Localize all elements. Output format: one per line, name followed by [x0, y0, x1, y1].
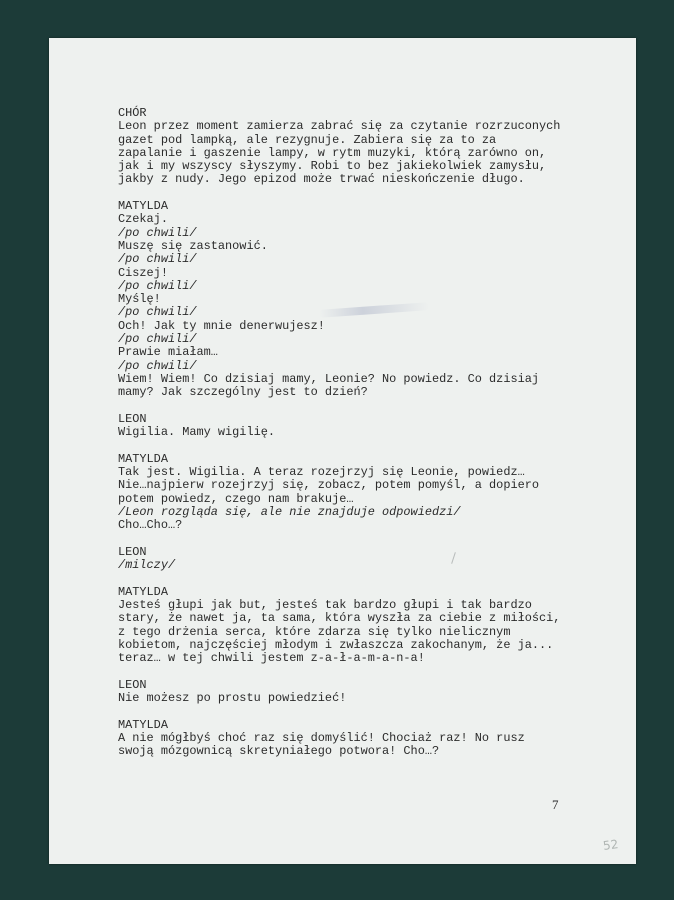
- speaker-name: MATYLDA: [118, 584, 168, 599]
- blank-line: [118, 439, 588, 452]
- dialogue-line: stary, że nawet ja, ta sama, która wyszła za ciebie z miłości,: [118, 611, 561, 626]
- blank-line: [118, 187, 588, 200]
- dialogue-line: Myślę!: [118, 292, 161, 307]
- handwritten-page-note: 52: [602, 837, 620, 853]
- blank-line: [118, 705, 588, 718]
- blank-line: [118, 533, 588, 546]
- dialogue-line: Wiem! Wiem! Co dzisiaj mamy, Leonie? No powiedz. Co dzisiaj: [118, 371, 539, 386]
- dialogue-line: Leon przez moment zamierza zabrać się za czytanie rozrzuconych: [118, 119, 561, 134]
- page-number: 7: [552, 797, 559, 812]
- dialogue-line: swoją mózgownicą skretyniałego potwora! Cho…?: [118, 744, 440, 759]
- speaker-name: CHÓR: [118, 106, 147, 120]
- dialogue-line: Nie…najpierw rozejrzyj się, zobacz, potem pomyśl, a dopiero: [118, 478, 539, 493]
- dialogue-line: Prawie miałam…: [118, 345, 218, 360]
- speaker-name: MATYLDA: [118, 199, 168, 214]
- stage-direction: /milczy/: [118, 558, 176, 573]
- dialogue-line: mamy? Jak szczególny jest to dzień?: [118, 385, 368, 400]
- speaker-name: LEON: [118, 677, 147, 692]
- dialogue-line: Czekaj.: [118, 212, 168, 227]
- dialogue-line: Jesteś głupi jak but, jesteś tak bardzo głupi i tak bardzo: [118, 597, 532, 612]
- dialogue-line: Cho…Cho…?: [118, 518, 183, 533]
- blank-line: [118, 665, 588, 678]
- dialogue-line: A nie mógłbyś choć raz się domyślić! Chociaż raz! No rusz: [118, 730, 525, 745]
- stage-direction: /po chwili/: [118, 305, 197, 320]
- blank-line: [118, 400, 588, 413]
- dialogue-line: Och! Jak ty mnie denerwujesz!: [118, 318, 325, 333]
- dialogue-line: jak i my wszyscy słyszymy. Robi to bez jakiekolwiek zamysłu,: [118, 159, 547, 174]
- dialogue-line: potem powiedz, czego nam brakuje…: [118, 491, 354, 506]
- stage-direction: /po chwili/: [118, 332, 197, 347]
- speaker-name: LEON: [118, 544, 147, 559]
- dialogue-line: zapalanie i gaszenie lampy, w rytm muzyki, którą zarówno on,: [118, 145, 547, 160]
- dialogue-line: kobietom, najczęściej młodym i zwłaszcza zakochanym, że ja...: [118, 637, 554, 652]
- stage-direction: /po chwili/: [118, 225, 197, 240]
- dialogue-line: Tak jest. Wigilia. A teraz rozejrzyj się Leonie, powiedz…: [118, 465, 525, 480]
- dialogue-line: gazet pod lampką, ale rezygnuje. Zabiera się za to za: [118, 132, 497, 147]
- speaker-name: LEON: [118, 411, 147, 426]
- dialogue-line: z tego drżenia serca, które zdarza się tylko nielicznym: [118, 624, 511, 639]
- dialogue-line: Wigilia. Mamy wigilię.: [118, 425, 275, 440]
- speaker-name: MATYLDA: [118, 451, 168, 466]
- stage-direction: /po chwili/: [118, 252, 197, 267]
- stage-direction: /Leon rozgląda się, ale nie znajduje odpowiedzi/: [118, 504, 461, 519]
- dialogue-line: jakby z nudy. Jego epizod może trwać nieskończenie długo.: [118, 172, 525, 187]
- dialogue-line: teraz… w tej chwili jestem z-a-ł-a-m-a-n-a!: [118, 651, 425, 666]
- dialogue-line: Ciszej!: [118, 265, 168, 280]
- script-body: [118, 107, 588, 759]
- dialogue-line: Muszę się zastanowić.: [118, 238, 268, 253]
- dialogue-line: Nie możesz po prostu powiedzieć!: [118, 691, 347, 706]
- stage-direction: /po chwili/: [118, 278, 197, 293]
- blank-line: [118, 572, 588, 585]
- speaker-name: MATYLDA: [118, 717, 168, 732]
- stage-direction: /po chwili/: [118, 358, 197, 373]
